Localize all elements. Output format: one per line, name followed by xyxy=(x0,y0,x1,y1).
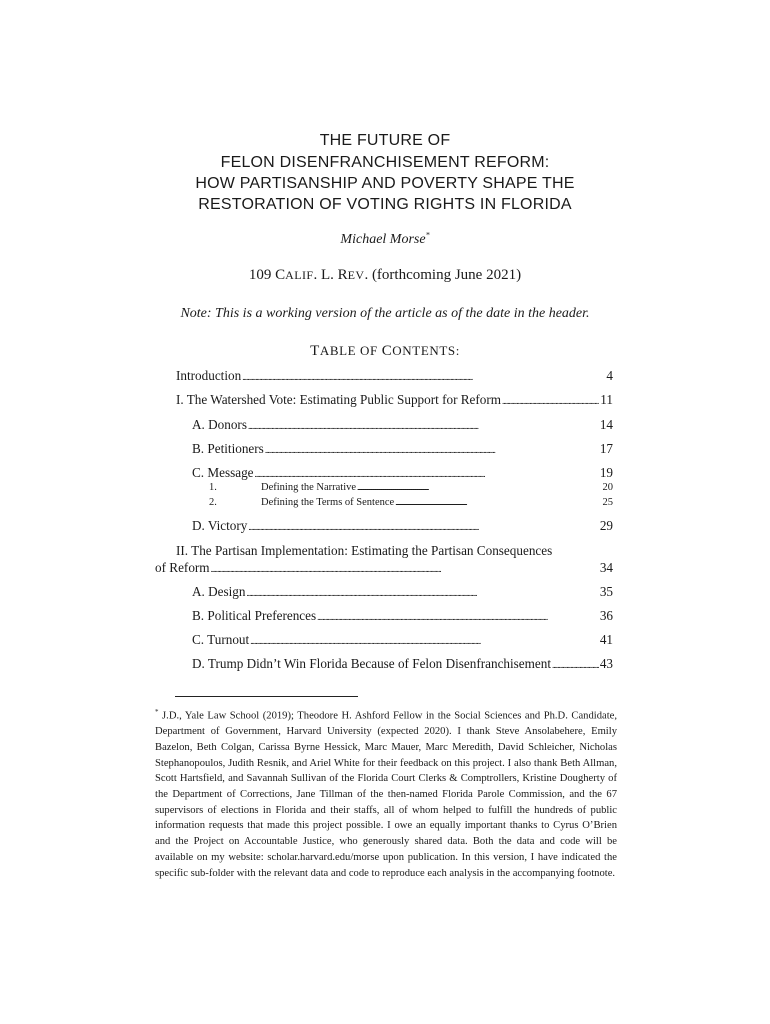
title-line-4: RESTORATION OF VOTING RIGHTS IN FLORIDA xyxy=(198,196,572,213)
citation-rev-rest: EV xyxy=(347,268,365,282)
citation-l: . L. xyxy=(313,267,338,283)
footnote-mark: * xyxy=(155,708,159,716)
toc-entry-victory[interactable] xyxy=(192,518,613,535)
toc-leader xyxy=(255,465,599,482)
title-line-1: THE FUTURE OF xyxy=(319,132,451,149)
toc-leader xyxy=(395,496,601,509)
title-line-3: HOW PARTISANSHIP AND POVERTY SHAPE THE xyxy=(195,175,575,192)
toc-page-number: 14 xyxy=(599,417,613,432)
toc-leader xyxy=(265,441,599,458)
toc-heading xyxy=(0,343,770,360)
toc-entry-defining-terms[interactable] xyxy=(209,496,613,509)
toc-page-number: 41 xyxy=(599,632,613,647)
toc-leader xyxy=(248,518,598,535)
citation-volume: 109 xyxy=(248,267,272,283)
toc-leader xyxy=(250,632,599,649)
toc-entry-number: 2. xyxy=(209,497,217,508)
citation xyxy=(0,267,770,284)
footnote-divider xyxy=(175,696,358,697)
toc-entry-label: I. The Watershed Vote: Estimating Public Support for Reform xyxy=(176,392,502,407)
toc-leader xyxy=(211,560,599,577)
toc-heading-able: ABLE OF xyxy=(319,343,382,358)
toc-page-number: 35 xyxy=(599,584,613,599)
toc-entry-design[interactable] xyxy=(192,584,613,601)
toc-leader xyxy=(317,608,599,625)
toc-entry-petitioners[interactable] xyxy=(192,441,613,458)
author-line xyxy=(0,232,770,248)
citation-calif-c: C xyxy=(275,267,286,283)
author-footnote-mark: * xyxy=(425,230,430,240)
toc-page-number: 29 xyxy=(599,518,613,533)
toc-entry-label: D. Trump Didn’t Win Florida Because of Felon Disenfranchisement xyxy=(192,656,552,671)
author-name: Michael Morse xyxy=(340,232,426,247)
toc-entry-donors[interactable] xyxy=(192,417,613,434)
toc-entry-defining-narrative[interactable] xyxy=(209,481,613,494)
toc-heading-ontents: ONTENTS: xyxy=(392,343,460,358)
toc-entry-label: Introduction xyxy=(176,368,242,383)
toc-entry-label: D. Victory xyxy=(192,518,248,533)
footnote xyxy=(155,705,617,881)
citation-calif-rest: ALIF xyxy=(285,268,314,282)
footnote-text: J.D., Yale Law School (2019); Theodore H. Ashford Fellow in the Social Sciences and Ph.D. Candidate, Department of Government, Harvard University (expected 2020). I thank Steve Ansolabehere, Emily Bazelon, Beth Colgan, Carissa Byrne Hessick, Marc Mauer, Marc Meredith, David Schleicher, Nicholas Stephanopoulos, Judith Resnik, and Ariel White for their feedback on this project. I also thank Beth Allman, Scott Hartsfield, and Savannah Sullivan of the Florida Court Clerks & Comptrollers, Kristine Dougherty of the Department of Corrections, Jane Tillman of the then-named Florida Parole Commission, and the 67 supervisors of elections in Florida and their staffs, all of whom helped to fulfill the hundreds of public information requests that made this project possible. I owe an equally important thanks to Cyrus O’Brien and the Project on Accountable Justice, who generously shared data. Both the data and code will be available on my website: scholar.harvard.edu/morse upon publication. In this version, I have indicated the specific sub-folder with the relevant data and code to reproduce each analysis in the accompanying footnote. xyxy=(155,710,617,879)
citation-tail: . (forthcoming June 2021) xyxy=(364,267,522,283)
toc-entry-message[interactable] xyxy=(192,465,613,482)
title-line-2: FELON DISENFRANCHISEMENT REFORM: xyxy=(220,154,550,171)
toc-entry-part-2[interactable] xyxy=(155,560,613,577)
toc-entry-label: B. Political Preferences xyxy=(192,608,317,623)
toc-page-number: 43 xyxy=(599,656,613,671)
toc-page-number: 20 xyxy=(602,482,613,493)
toc-page-number: 36 xyxy=(599,608,613,623)
toc-page-number: 34 xyxy=(599,560,613,575)
toc-entry-introduction[interactable] xyxy=(176,368,613,385)
toc-entry-label: Defining the Narrative xyxy=(261,482,357,493)
toc-entry-part-1[interactable] xyxy=(176,392,613,409)
toc-entry-label: A. Design xyxy=(192,584,246,599)
toc-entry-number: 1. xyxy=(209,482,217,493)
toc-leader xyxy=(357,481,601,494)
toc-leader xyxy=(248,417,599,434)
toc-page-number: 19 xyxy=(599,465,613,480)
toc-entry-turnout[interactable] xyxy=(192,632,613,649)
toc-entry-label: C. Turnout xyxy=(192,632,250,647)
toc-page-number: 17 xyxy=(599,441,613,456)
working-version-note: Note: This is a working version of the article as of the date in the header. xyxy=(180,306,590,321)
toc-heading-t: T xyxy=(310,343,320,359)
toc-entry-label: C. Message xyxy=(192,465,254,480)
toc-entry-political-preferences[interactable] xyxy=(192,608,613,625)
toc-entry-trump[interactable] xyxy=(192,656,613,673)
toc-page-number: 11 xyxy=(600,392,613,407)
toc-entry-part-2-line-1[interactable]: II. The Partisan Implementation: Estimating the Partisan Consequences xyxy=(176,543,553,558)
toc-entry-label: Defining the Terms of Sentence xyxy=(261,497,395,508)
citation-rev-r: R xyxy=(337,267,348,283)
toc-heading-c: C xyxy=(381,343,393,359)
toc-page-number: 4 xyxy=(606,368,613,383)
toc-entry-label: A. Donors xyxy=(192,417,247,432)
toc-entry-label: of Reform xyxy=(155,560,210,575)
toc-leader xyxy=(242,368,605,385)
toc-leader xyxy=(502,392,599,409)
toc-page-number: 25 xyxy=(602,497,613,508)
toc-leader xyxy=(552,656,599,673)
toc-entry-label: B. Petitioners xyxy=(192,441,264,456)
toc-leader xyxy=(246,584,598,601)
